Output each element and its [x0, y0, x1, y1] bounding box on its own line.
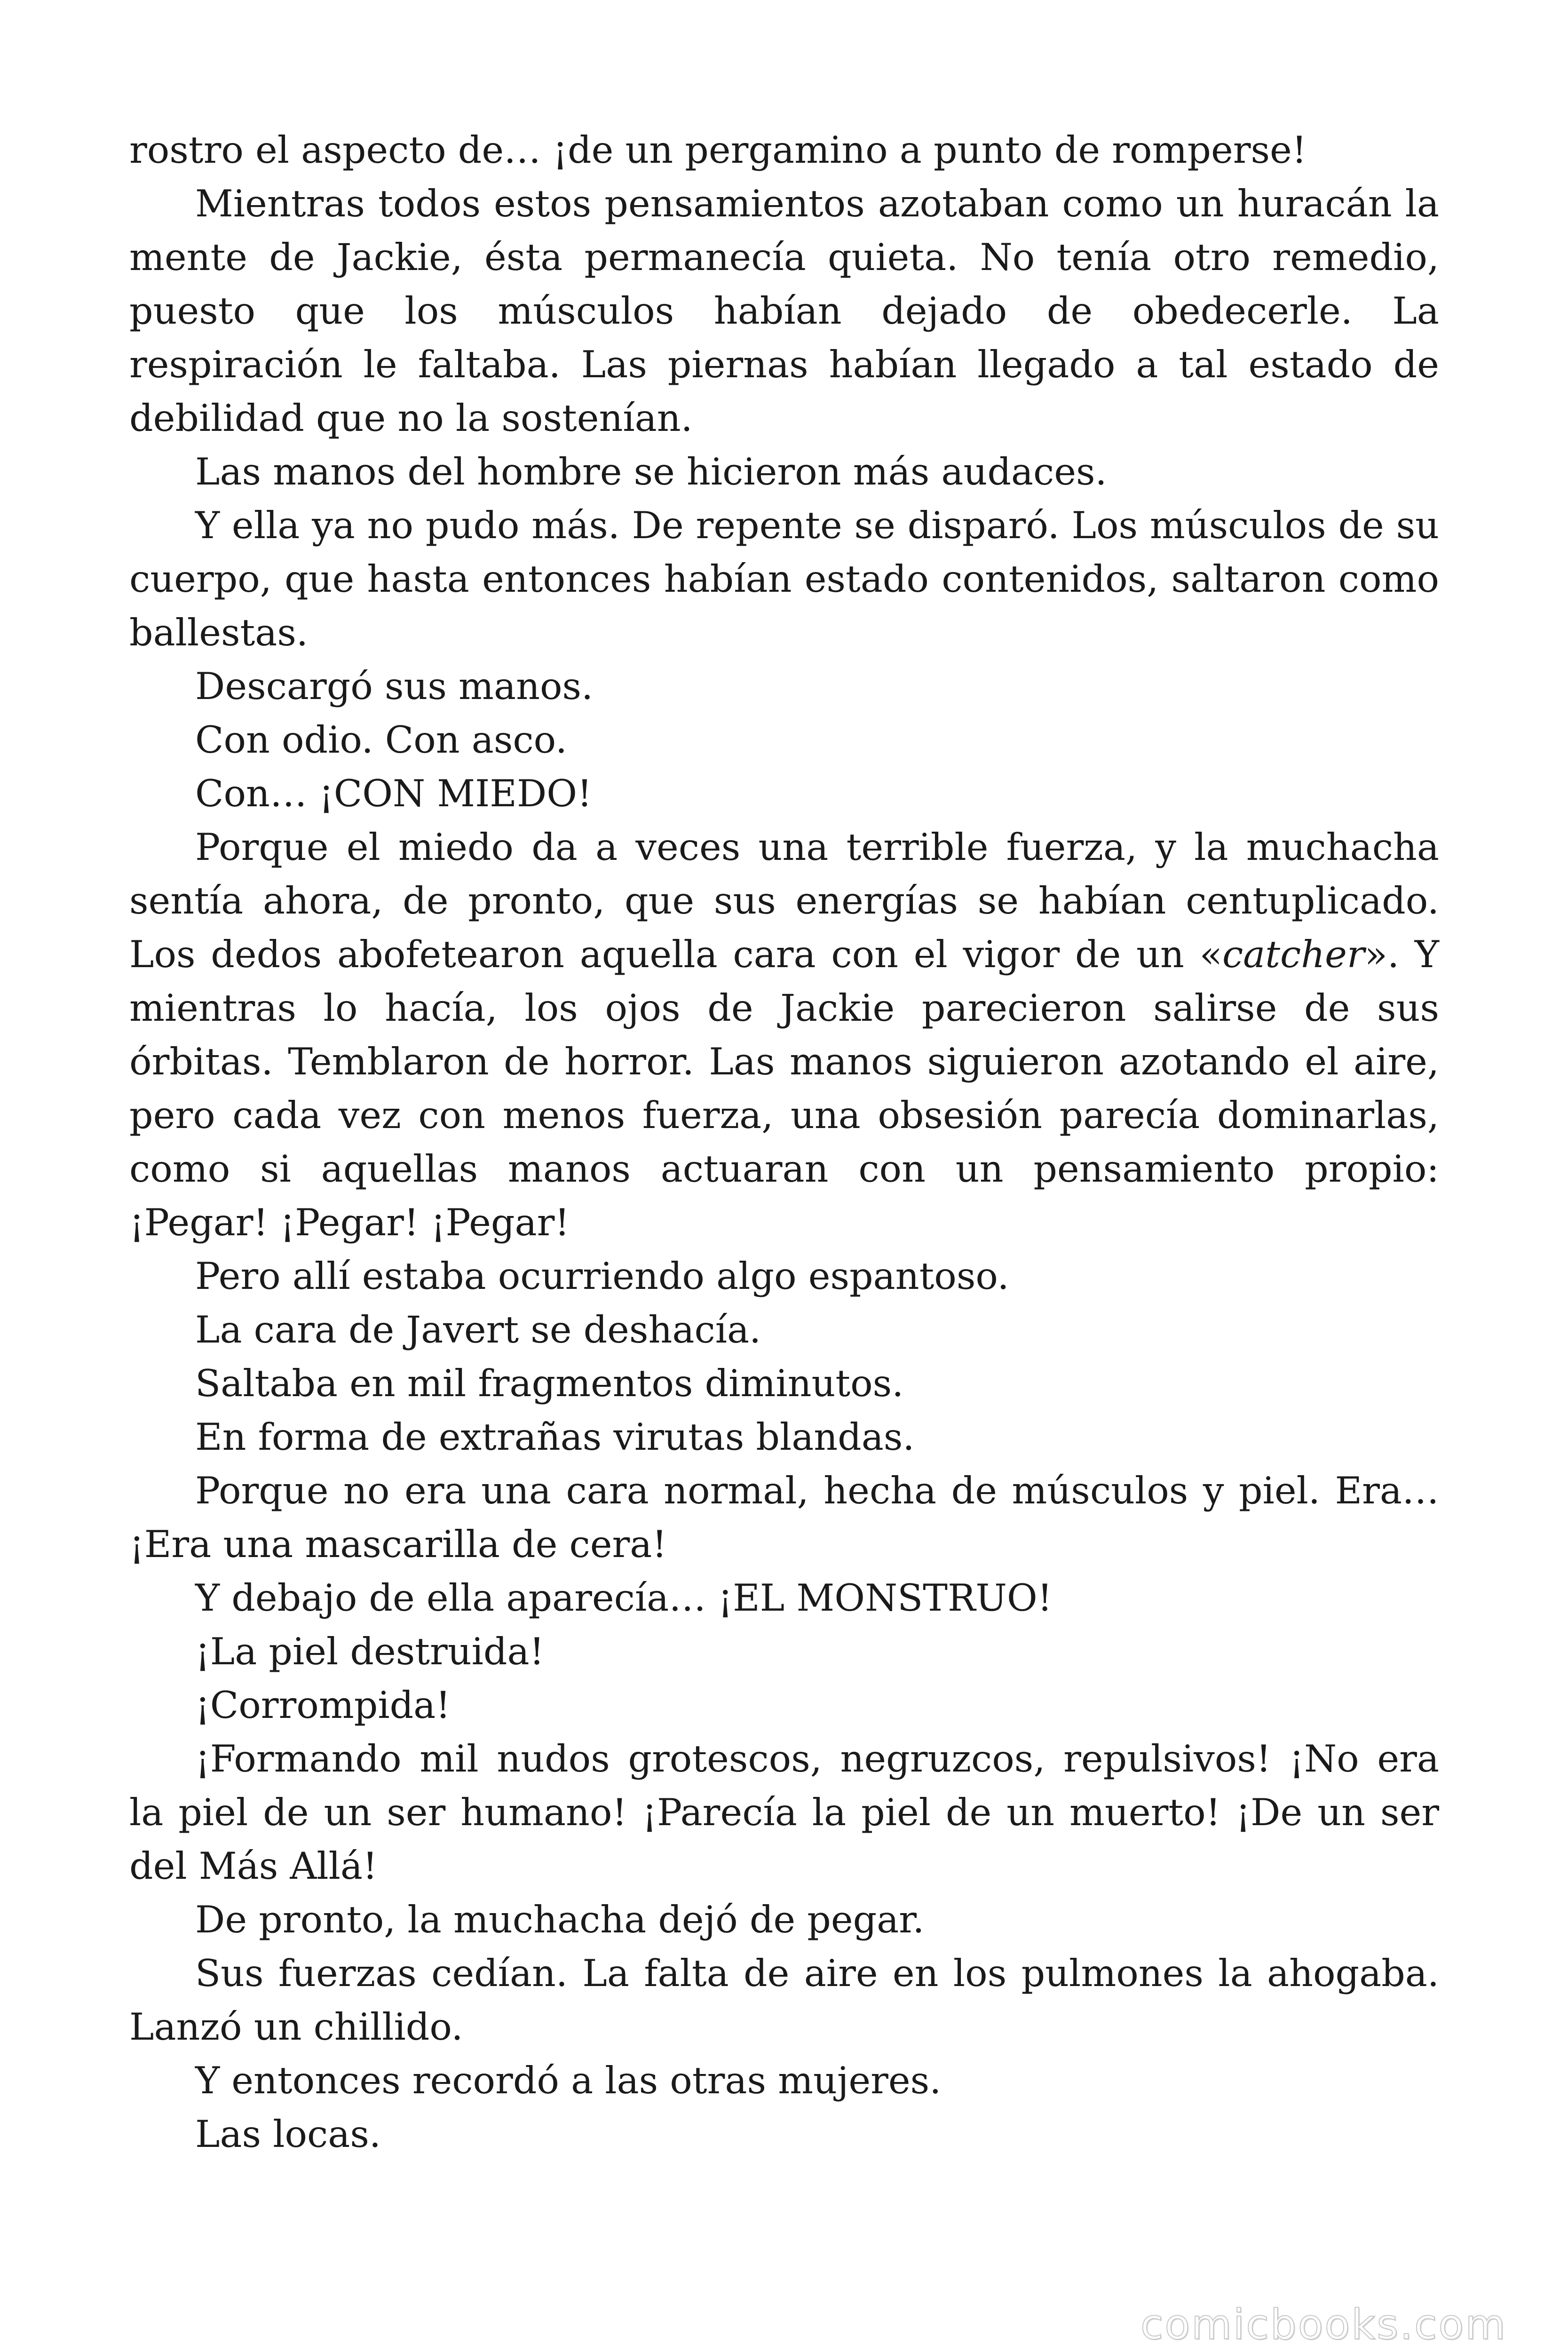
paragraph-20: Y entonces recordó a las otras mujeres.: [195, 2059, 942, 2102]
paragraph-15: ¡La piel destruida!: [195, 1630, 545, 1673]
paragraph-21: Las locas.: [195, 2113, 381, 2156]
paragraph-8: [129, 820, 1439, 1249]
watermark: comicbooks.com: [1140, 2300, 1507, 2349]
paragraph-6: Con odio. Con asco.: [195, 718, 567, 762]
paragraph-18: De pronto, la muchacha dejó de pegar.: [195, 1898, 925, 1941]
paragraph-12: En forma de extrañas virutas blandas.: [195, 1415, 915, 1459]
paragraph-19: Sus fuerzas cedían. La falta de aire en los pulmones la ahogaba. Lanzó un chillido.: [129, 1952, 1439, 2049]
paragraph-7: Con… ¡CON MIEDO!: [195, 772, 592, 815]
paragraph-5: Descargó sus manos.: [195, 665, 594, 708]
paragraph-10: La cara de Javert se deshacía.: [195, 1308, 761, 1351]
paragraph-14: Y debajo de ella aparecía… ¡EL MONSTRUO!: [195, 1576, 1053, 1620]
paragraph-13: Porque no era una cara normal, hecha de músculos y piel. Era… ¡Era una mascarilla de cera!: [129, 1469, 1439, 1566]
paragraph-11: Saltaba en mil fragmentos diminutos.: [195, 1362, 904, 1405]
paragraph-4: Y ella ya no pudo más. De repente se disparó. Los músculos de su cuerpo, que hasta entonces habían estado contenidos, saltaron como ballestas.: [129, 504, 1439, 654]
paragraph-17: ¡Formando mil nudos grotescos, negruzcos, repulsivos! ¡No era la piel de un ser humano! ¡Parecía la piel de un muerto! ¡De un ser del Más Allá!: [129, 1737, 1439, 1888]
paragraph-8-italic-term: catcher: [1222, 933, 1365, 976]
paragraph-1: rostro el aspecto de… ¡de un pergamino a punto de romperse!: [129, 128, 1307, 172]
paragraph-8-text-after: ». Y mientras lo hacía, los ojos de Jackie parecieron salirse de sus órbitas. Temblaron de horror. Las manos siguieron azotando el aire, pero cada vez con menos fuerza, una obsesión parecía dominarlas, como si aquellas manos actuaran con un pensamiento propio: ¡Pegar! ¡Pegar! ¡Pegar!: [129, 933, 1439, 1244]
paragraph-8-text-before: Porque el miedo da a veces una terrible fuerza, y la muchacha sentía ahora, de pronto, que sus energías se habían centuplicado. Los dedos abofetearon aquella cara con el vigor de un «: [129, 826, 1439, 976]
paragraph-9: Pero allí estaba ocurriendo algo espantoso.: [195, 1255, 1009, 1298]
paragraph-2: Mientras todos estos pensamientos azotaban como un huracán la mente de Jackie, ésta permanecía quieta. No tenía otro remedio, puesto que los músculos habían dejado de obedecerle. La respiración le faltaba. Las piernas habían llegado a tal estado de debilidad que no la sostenían.: [129, 182, 1439, 440]
paragraph-16: ¡Corrompida!: [195, 1684, 451, 1727]
body-text: [129, 123, 1439, 2161]
paragraph-3: Las manos del hombre se hicieron más audaces.: [195, 450, 1107, 493]
